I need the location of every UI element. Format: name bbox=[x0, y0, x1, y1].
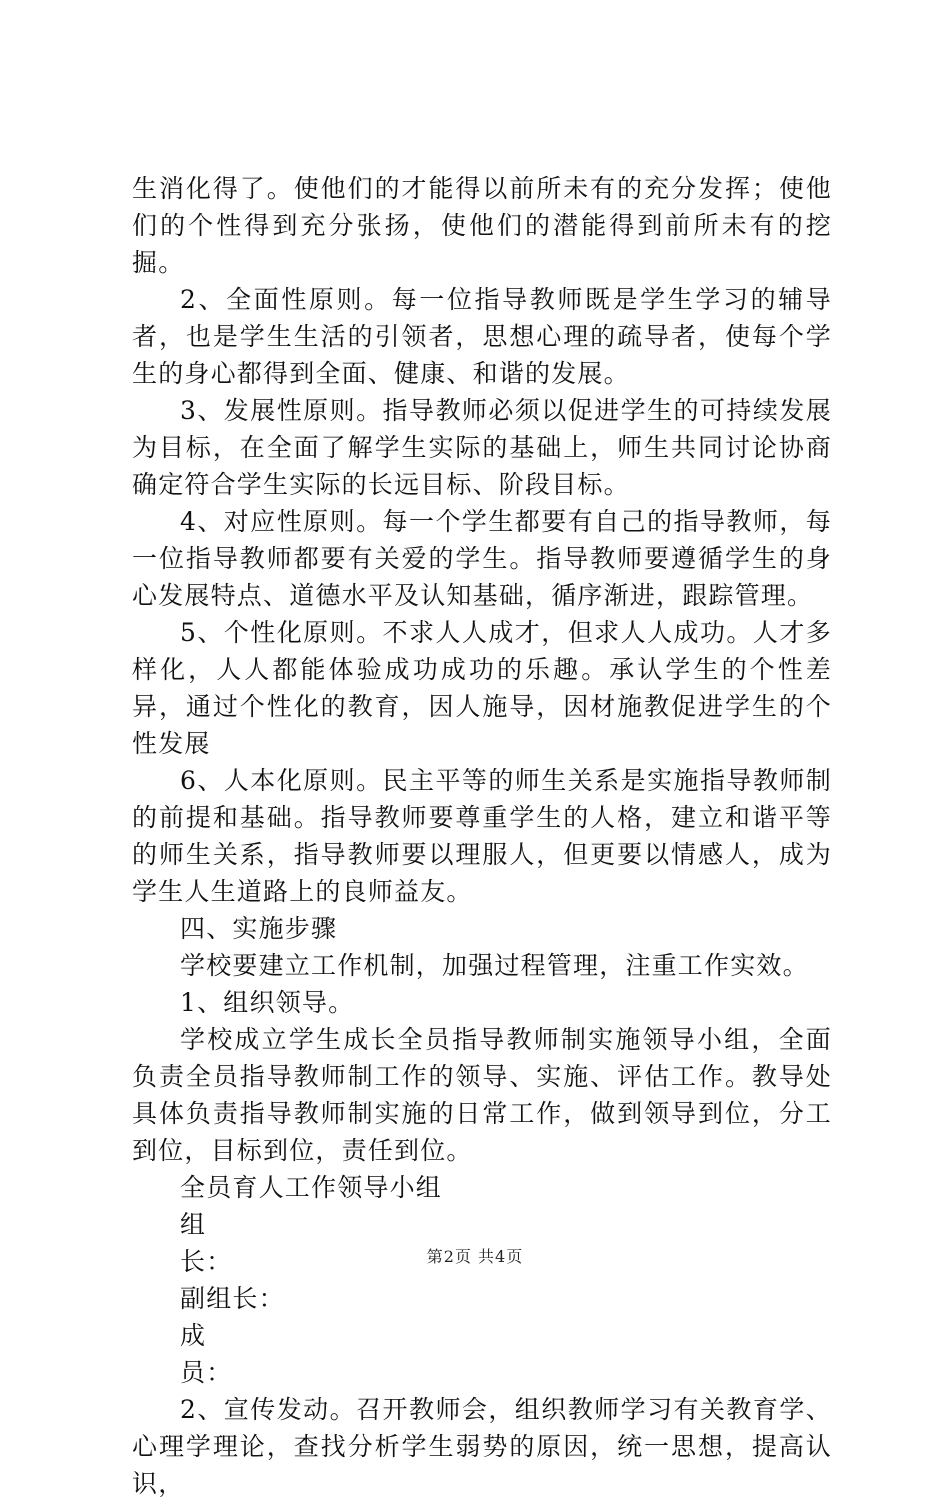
paragraph-principle-5: 5、个性化原则。不求人人成才，但求人人成功。人才多样化，人人都能体验成功成功的乐趣。承认学生的个性差异，通过个性化的教育，因人施导，因材施教促进学生的个性发展 bbox=[132, 618, 832, 758]
paragraph-organization: 学校成立学生成长全员指导教师制实施领导小组，全面负责全员指导教师制工作的领导、实施、评估工作。教导处具体负责指导教师制实施的日常工作，做到领导到位，分工到位，目标到位，责任到位。 bbox=[132, 1025, 832, 1165]
group-members-label: 成员： bbox=[180, 1321, 233, 1387]
subheading-organization: 1、组织领导。 bbox=[180, 988, 355, 1017]
group-title: 全员育人工作领导小组 bbox=[180, 1173, 443, 1202]
paragraph-publicity: 2、宣传发动。召开教师会，组织教师学习有关教育学、心理学理论，查找分析学生弱势的原因，统一思想，提高认识， bbox=[132, 1395, 832, 1498]
paragraph-principle-6: 6、人本化原则。民主平等的师生关系是实施指导教师制的前提和基础。指导教师要尊重学生的人格，建立和谐平等的师生关系，指导教师要以理服人，但更要以情感人，成为学生人生道路上的良师益友。 bbox=[132, 766, 832, 906]
page-footer: 第2页 共4页 bbox=[426, 1247, 524, 1266]
paragraph-principle-4: 4、对应性原则。每一个学生都要有自己的指导教师，每一位指导教师都要有关爱的学生。指导教师要遵循学生的身心发展特点、道德水平及认知基础，循序渐进，跟踪管理。 bbox=[132, 507, 832, 610]
paragraph-principle-2: 2、全面性原则。每一位指导教师既是学生学习的辅导者，也是学生生活的引领者，思想心理的疏导者，使每个学生的身心都得到全面、健康、和谐的发展。 bbox=[132, 285, 832, 388]
group-deputy-label: 副组长： bbox=[180, 1284, 285, 1313]
paragraph-implementation-intro: 学校要建立工作机制，加强过程管理，注重工作实效。 bbox=[180, 951, 809, 980]
paragraph-continuation: 生消化得了。使他们的才能得以前所未有的充分发挥；使他们的个性得到充分张扬，使他们的潜能得到前所未有的挖掘。 bbox=[132, 174, 832, 277]
section-heading-implementation: 四、实施步骤 bbox=[180, 914, 338, 943]
group-leader-label: 组长： bbox=[180, 1210, 233, 1276]
paragraph-principle-3: 3、发展性原则。指导教师必须以促进学生的可持续发展为目标，在全面了解学生实际的基础上，师生共同讨论协商确定符合学生实际的长远目标、阶段目标。 bbox=[132, 396, 832, 499]
document-body bbox=[132, 170, 832, 1502]
